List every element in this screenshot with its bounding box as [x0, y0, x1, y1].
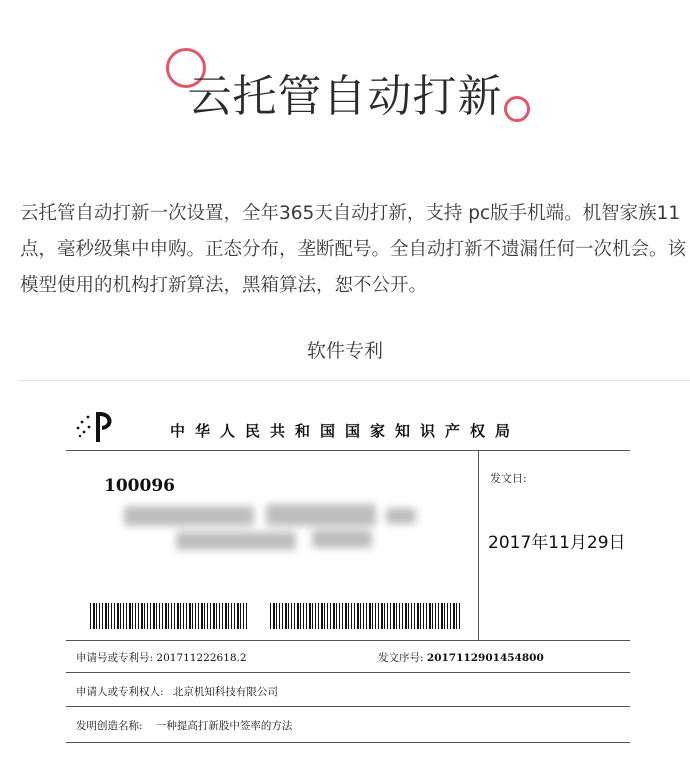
invention-title-label: 发明创造名称:: [76, 720, 143, 732]
document-number-row: [378, 650, 544, 665]
certificate-rule: [478, 450, 479, 640]
certificate-rule: [66, 640, 630, 641]
document-number-label: 发文序号:: [378, 652, 424, 664]
date-value: 2017年11月29日: [488, 533, 626, 553]
barcode: [270, 603, 460, 629]
certificate-rule: [66, 706, 630, 707]
section-divider: [18, 380, 690, 381]
invention-title-row: [76, 718, 292, 733]
page-title: 云托管自动打新: [187, 71, 503, 122]
date-label: 发文日:: [490, 472, 527, 485]
certificate-rule: [66, 450, 630, 451]
patent-office-emblem-icon: [74, 408, 120, 444]
application-number-value: 201711222618.2: [156, 652, 247, 664]
applicant-label: 申请人或专利权人:: [76, 686, 164, 698]
barcode: [90, 603, 248, 629]
intro-paragraph: 云托管自动打新一次设置，全年365天自动打新，支持 pc版手机端。机智家族11点，毫秒级集中申购。正态分布，垄断配号。全自动打新不遗漏任何一次机会。该模型使用的机构打新算法，黑箱算法，恕不公开。: [20, 203, 687, 296]
decorative-ring-icon: [504, 96, 530, 122]
application-number-label: 申请号或专利号:: [76, 652, 154, 664]
certificate-issuer: 中华人民共和国国家知识产权局: [170, 422, 521, 440]
hero-banner: [0, 0, 690, 150]
redacted-address: [116, 500, 416, 554]
document-number-value: 2017112901454800: [426, 652, 544, 664]
certificate-rule: [66, 742, 630, 743]
applicant-value: 北京机知科技有限公司: [172, 686, 278, 698]
certificate-rule: [66, 672, 630, 673]
applicant-row: [76, 684, 278, 699]
postcode: 100096: [104, 476, 175, 496]
application-number-row: [76, 650, 247, 665]
section-heading: 软件专利: [306, 340, 383, 362]
patent-certificate-image: [60, 392, 640, 762]
invention-title-value: 一种提高打新股中签率的方法: [155, 720, 293, 732]
